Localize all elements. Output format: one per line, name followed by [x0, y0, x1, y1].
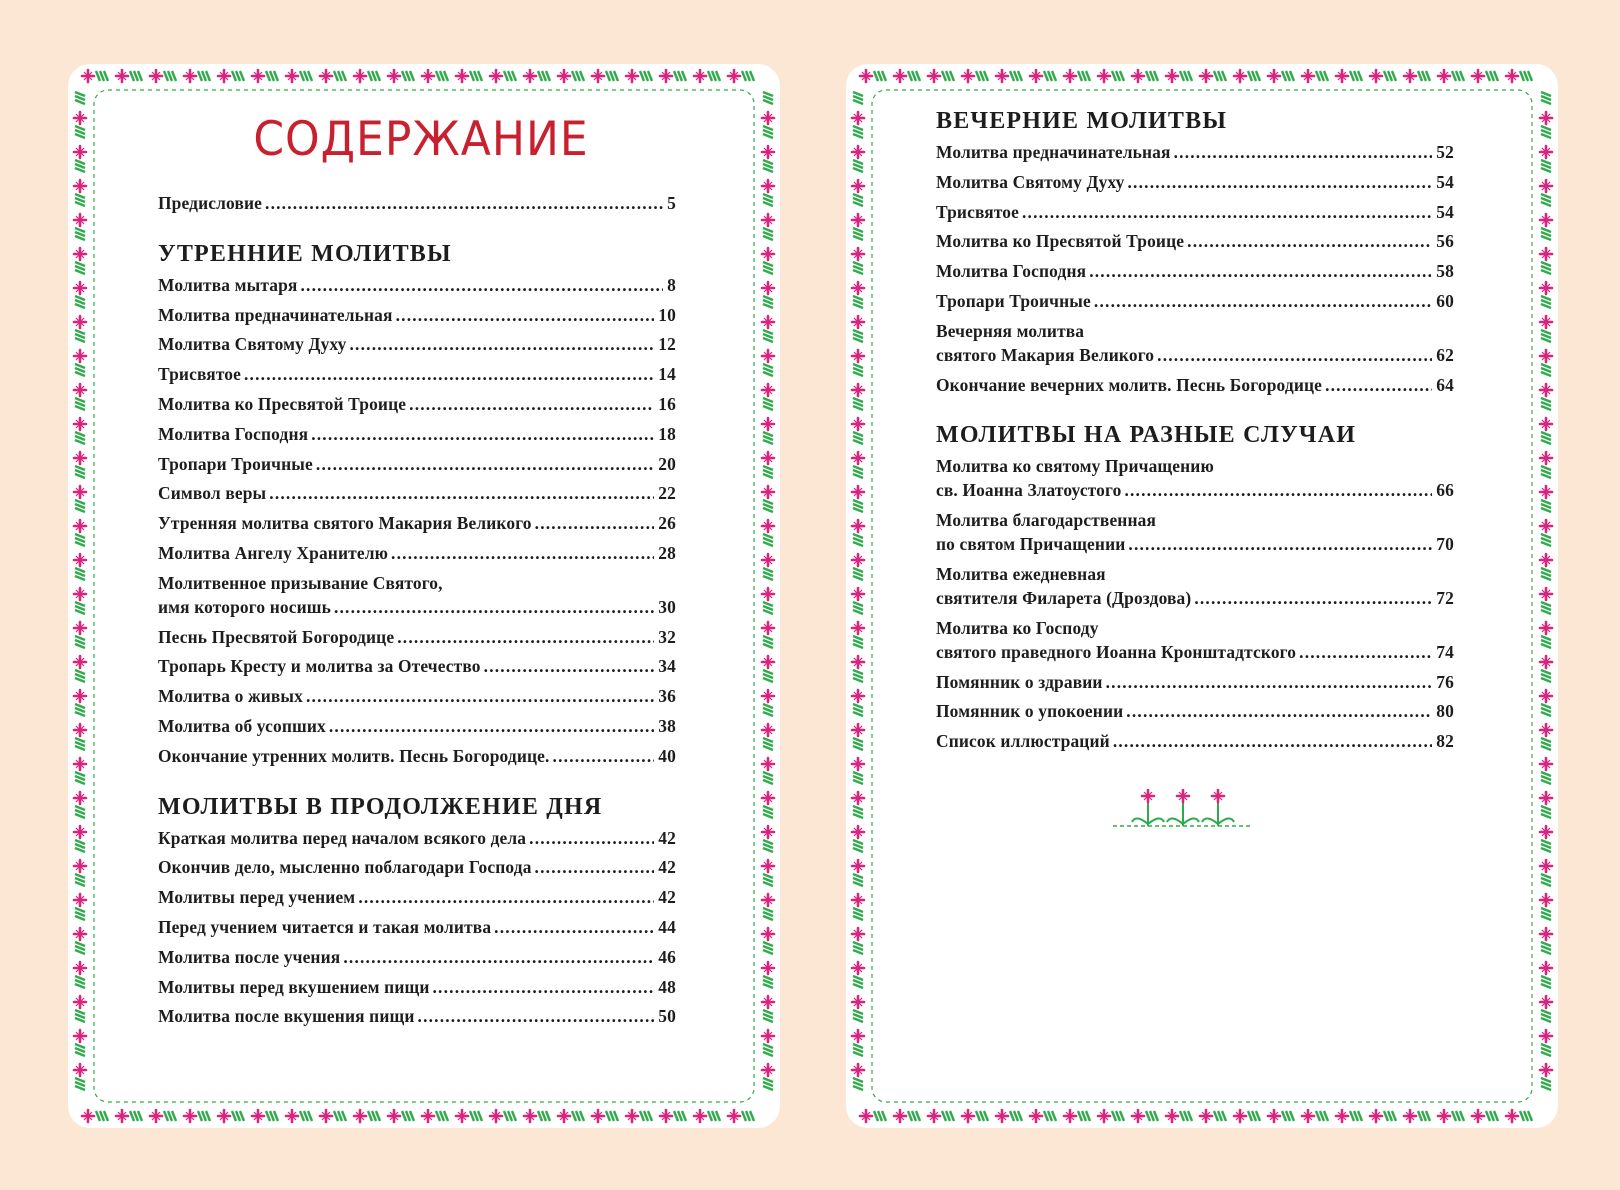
- dot-leader: [1126, 699, 1432, 723]
- dot-leader: [409, 392, 654, 416]
- entry-page: 42: [658, 887, 676, 908]
- toc-entry[interactable]: [936, 699, 1454, 723]
- entry-page: 62: [1436, 344, 1454, 365]
- dot-leader: [350, 332, 655, 356]
- toc-entry[interactable]: [936, 670, 1454, 694]
- entry-page: 10: [658, 304, 676, 325]
- toc-entry[interactable]: [158, 945, 676, 969]
- toc-entry-intro[interactable]: [158, 191, 676, 215]
- toc-entry[interactable]: [936, 319, 1454, 367]
- toc-entry[interactable]: [158, 422, 676, 446]
- dot-leader: [334, 595, 654, 619]
- dot-leader: [1174, 140, 1433, 164]
- entry-label: Тропари Троичные: [936, 290, 1091, 311]
- toc-entry[interactable]: [936, 373, 1454, 397]
- dot-leader: [311, 422, 654, 446]
- entry-page: 40: [658, 745, 676, 766]
- entry-label-line1: Молитва ежедневная: [936, 563, 1106, 584]
- dot-leader: [1325, 373, 1432, 397]
- dot-leader: [329, 714, 654, 738]
- dot-leader: [1187, 229, 1432, 253]
- entry-label: Молитва Господня: [158, 423, 309, 444]
- entry-label: Символ веры: [158, 483, 267, 504]
- toc-entry[interactable]: [158, 392, 676, 416]
- entry-page: 12: [658, 334, 676, 355]
- entry-label: Тропари Троичные: [158, 453, 313, 474]
- entry-page: 34: [658, 656, 676, 677]
- entry-label: Окончание вечерних молитв. Песнь Богородице: [936, 374, 1323, 395]
- toc-entry[interactable]: [158, 654, 676, 678]
- right-page: [846, 64, 1558, 1128]
- entry-label: Перед учением читается и такая молитва: [158, 916, 492, 937]
- dot-leader: [535, 511, 655, 535]
- entry-page: 48: [658, 976, 676, 997]
- dot-leader: [269, 481, 654, 505]
- entry-label: Молитва Господня: [936, 261, 1087, 282]
- dot-leader: [1113, 729, 1432, 753]
- dot-leader: [316, 452, 654, 476]
- toc-entry[interactable]: [158, 625, 676, 649]
- entry-label: Окончание утренних молитв. Песнь Богородице.: [158, 745, 550, 766]
- toc-entry[interactable]: [158, 541, 676, 565]
- entry-label: по святом Причащении: [936, 534, 1126, 555]
- dot-leader: [1128, 532, 1432, 556]
- entry-page: 28: [658, 542, 676, 563]
- dot-leader: [418, 1004, 655, 1028]
- toc-entry[interactable]: [158, 885, 676, 909]
- section-heading: МОЛИТВЫ В ПРОДОЛЖЕНИЕ ДНЯ: [158, 793, 603, 820]
- entry-label: Трисвятое: [936, 201, 1019, 222]
- entry-label: Молитва Святому Духу: [936, 171, 1125, 192]
- entry-label: Молитва предначинательная: [936, 142, 1171, 162]
- dot-leader: [244, 362, 654, 386]
- right-page-content: [936, 106, 1454, 759]
- entry-label-line1: Молитвенное призывание Святого,: [158, 572, 443, 593]
- dot-leader: [433, 975, 655, 999]
- dot-leader: [1194, 586, 1432, 610]
- entry-page: 76: [1436, 671, 1454, 692]
- entry-label: Молитва после учения: [158, 946, 341, 967]
- entry-label: Тропарь Кресту и молитва за Отечество: [158, 656, 481, 677]
- entry-page: 56: [1436, 231, 1454, 252]
- section-heading: МОЛИТВЫ НА РАЗНЫЕ СЛУЧАИ: [936, 422, 1357, 449]
- dot-leader: [1106, 670, 1433, 694]
- toc-title: СОДЕРЖАНИЕ: [253, 111, 589, 168]
- entry-label-line1: Молитва ко святому Причащению: [936, 456, 1214, 477]
- entry-page: 72: [1436, 587, 1454, 608]
- entry-label: св. Иоанна Златоустого: [936, 480, 1122, 501]
- entry-label: святого Макария Великого: [936, 344, 1155, 365]
- toc-entry[interactable]: [936, 229, 1454, 253]
- toc-entry[interactable]: [158, 362, 676, 386]
- entry-page: 44: [658, 916, 676, 937]
- entry-label: Молитва ко Пресвятой Троице: [936, 231, 1185, 252]
- entry-label: Молитвы перед вкушением пищи: [158, 976, 430, 997]
- entry-label: Помянник о здравии: [936, 671, 1103, 692]
- entry-page: 66: [1436, 480, 1454, 501]
- dot-leader: [391, 541, 654, 565]
- entry-label: Список иллюстраций: [936, 731, 1110, 752]
- entry-page: 42: [658, 827, 676, 848]
- toc-entry[interactable]: [936, 729, 1454, 753]
- entry-label: Песнь Пресвятой Богородице: [158, 626, 395, 647]
- entry-label-line1: Молитва благодарственная: [936, 510, 1157, 531]
- toc-entry[interactable]: [158, 303, 676, 327]
- entry-label: Помянник о упокоении: [936, 701, 1124, 722]
- entry-page: 82: [1436, 731, 1454, 752]
- entry-label: Окончив дело, мысленно поблагодари Господа: [158, 857, 532, 878]
- toc-entry[interactable]: [936, 170, 1454, 194]
- entry-page: 54: [1436, 171, 1454, 192]
- entry-page: 38: [658, 715, 676, 736]
- dot-leader: [396, 303, 655, 327]
- section-heading: УТРЕННИЕ МОЛИТВЫ: [158, 240, 452, 267]
- entry-label: святого праведного Иоанна Кронштадтского: [936, 641, 1297, 662]
- entry-page: 14: [658, 364, 676, 385]
- entry-label: Молитвы перед учением: [158, 887, 356, 908]
- entry-page: 30: [658, 596, 676, 617]
- entry-label: Молитва Святому Духу: [158, 334, 347, 355]
- entry-label: Молитва об усопших: [158, 715, 326, 736]
- entry-page: 20: [658, 453, 676, 474]
- toc-entry[interactable]: [158, 332, 676, 356]
- entry-label: Молитва ко Пресвятой Троице: [158, 393, 407, 414]
- entry-label: Молитва мытаря: [158, 274, 298, 295]
- toc-entry[interactable]: [158, 452, 676, 476]
- toc-entry[interactable]: [936, 508, 1454, 556]
- dot-leader: [300, 273, 663, 297]
- toc-entry[interactable]: [936, 140, 1454, 164]
- entry-page: 22: [658, 483, 676, 504]
- entry-label: имя которого носишь: [158, 596, 331, 617]
- entry-page: 60: [1436, 290, 1454, 311]
- entry-label: Утренняя молитва святого Макария Великого: [158, 513, 532, 534]
- entry-page: 50: [658, 1006, 676, 1027]
- entry-page: 26: [658, 513, 676, 534]
- left-page: [68, 64, 780, 1128]
- dot-leader: [1128, 170, 1433, 194]
- dot-leader: [494, 915, 654, 939]
- entry-page: 52: [1436, 142, 1454, 162]
- toc-entry[interactable]: [158, 855, 676, 879]
- toc-entry[interactable]: [158, 273, 676, 297]
- entry-label: Молитва Ангелу Хранителю: [158, 542, 389, 563]
- entry-page: 36: [658, 686, 676, 707]
- dot-leader: [397, 625, 654, 649]
- dot-leader: [1022, 200, 1432, 224]
- toc-entry[interactable]: [936, 616, 1454, 664]
- toc-entry[interactable]: [158, 915, 676, 939]
- toc-entry[interactable]: [158, 481, 676, 505]
- dot-leader: [553, 744, 655, 768]
- entry-page: 74: [1436, 641, 1454, 662]
- toc-entry[interactable]: [158, 826, 676, 850]
- entry-page: 58: [1436, 261, 1454, 282]
- section-heading: ВЕЧЕРНИЕ МОЛИТВЫ: [936, 108, 1228, 134]
- toc-entry[interactable]: [936, 259, 1454, 283]
- entry-page: 32: [658, 626, 676, 647]
- toc-entry[interactable]: [158, 684, 676, 708]
- entry-label-line1: Молитва ко Господу: [936, 617, 1099, 638]
- section-morning: [158, 239, 676, 768]
- toc-entry[interactable]: [158, 975, 676, 999]
- toc-entry[interactable]: [936, 562, 1454, 610]
- entry-page: 42: [658, 857, 676, 878]
- entry-label: Молитва предначинательная: [158, 304, 393, 325]
- toc-entry[interactable]: [158, 744, 676, 768]
- entry-page: 54: [1436, 201, 1454, 222]
- dot-leader: [529, 826, 654, 850]
- entry-page: 70: [1436, 534, 1454, 555]
- toc-entry[interactable]: [936, 289, 1454, 313]
- entry-page: 46: [658, 946, 676, 967]
- entry-label-line1: Вечерняя молитва: [936, 320, 1085, 341]
- entry-label: Молитва о живых: [158, 686, 303, 707]
- entry-page: 16: [658, 393, 676, 414]
- entry-label: Трисвятое: [158, 364, 241, 385]
- dot-leader: [265, 191, 663, 215]
- left-page-content: [158, 111, 676, 1034]
- dot-leader: [358, 885, 654, 909]
- dot-leader: [484, 654, 655, 678]
- dot-leader: [306, 684, 654, 708]
- dot-leader: [535, 855, 655, 879]
- toc-entry[interactable]: [936, 454, 1454, 502]
- dot-leader: [343, 945, 654, 969]
- section-evening: [936, 106, 1454, 397]
- three-flowers-ornament-icon: [1108, 784, 1258, 834]
- dot-leader: [1157, 343, 1432, 367]
- toc-entry[interactable]: [158, 511, 676, 535]
- dot-leader: [1094, 289, 1432, 313]
- toc-entry[interactable]: [158, 1004, 676, 1028]
- toc-entry[interactable]: [936, 200, 1454, 224]
- entry-label: Краткая молитва перед началом всякого дела: [158, 827, 527, 848]
- dot-leader: [1299, 640, 1432, 664]
- entry-page: 80: [1436, 701, 1454, 722]
- toc-entry[interactable]: [158, 571, 676, 619]
- entry-page: 5: [667, 193, 676, 213]
- section-various: [936, 420, 1454, 753]
- entry-label: святителя Филарета (Дроздова): [936, 587, 1192, 608]
- toc-entry[interactable]: [158, 714, 676, 738]
- dot-leader: [1124, 478, 1432, 502]
- entry-label: Предисловие: [158, 193, 263, 213]
- entry-page: 64: [1436, 374, 1454, 395]
- entry-label: Молитва после вкушения пищи: [158, 1006, 415, 1027]
- dot-leader: [1089, 259, 1432, 283]
- section-daytime: [158, 792, 676, 1029]
- entry-page: 18: [658, 423, 676, 444]
- entry-page: 8: [667, 274, 676, 295]
